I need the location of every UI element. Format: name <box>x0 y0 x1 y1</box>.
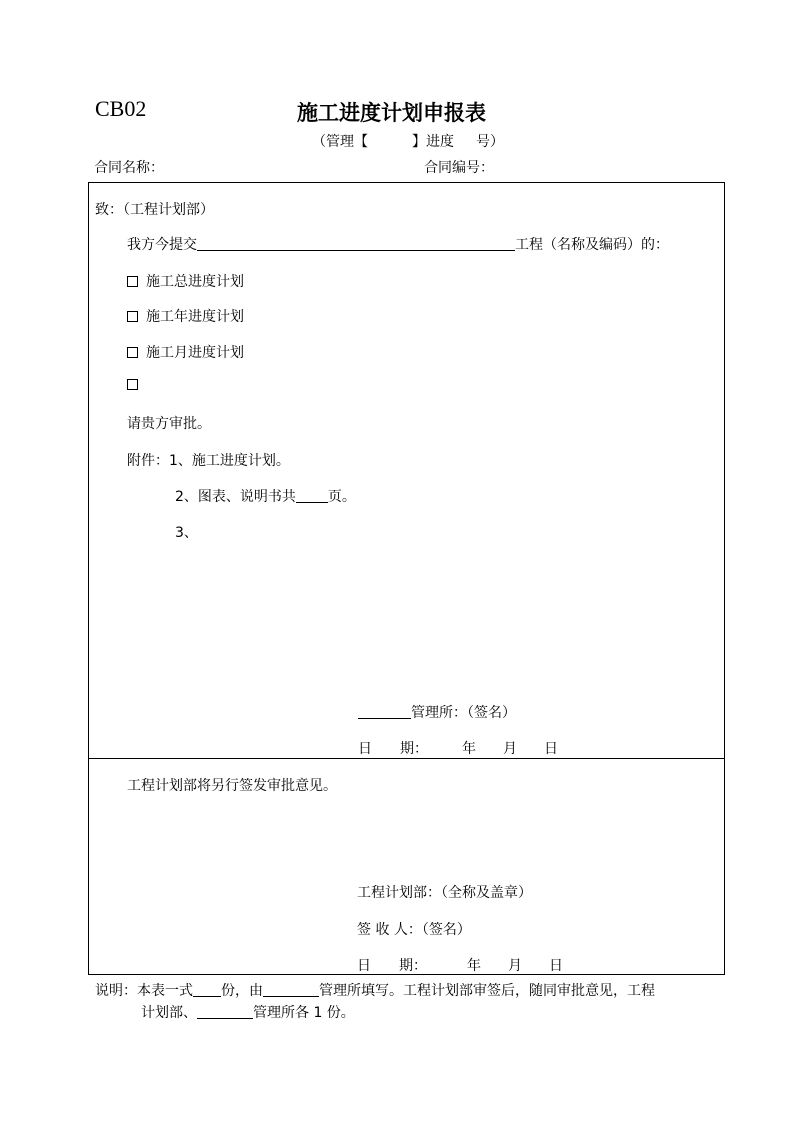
management-sign-line <box>358 702 516 722</box>
management-sign-label: 管理所：（签名） <box>411 705 516 721</box>
option-label: 施工年进度计划 <box>146 309 244 325</box>
addressee-line: 致：（工程计划部） <box>95 202 214 218</box>
project-name-blank[interactable] <box>197 236 515 251</box>
year-label: 年 <box>467 958 481 974</box>
section2-date-line <box>357 955 563 975</box>
footer-note-line1 <box>95 980 655 1000</box>
option-month-plan[interactable] <box>127 342 244 362</box>
submit-line <box>127 234 669 254</box>
footer-text: 管理所各 1 份。 <box>253 1005 355 1021</box>
request-text: 请贵方审批。 <box>127 416 211 432</box>
checkbox-icon[interactable] <box>127 276 138 287</box>
attachment-2-prefix: 2、图表、说明书共 <box>175 489 296 505</box>
month-label: 月 <box>503 741 517 757</box>
submit-suffix: 工程（名称及编码）的： <box>515 237 669 253</box>
option-label: 施工总进度计划 <box>146 274 244 290</box>
date-label: 日 期： <box>358 741 428 757</box>
section1-date-line <box>358 738 558 758</box>
management-blank[interactable] <box>197 1004 253 1019</box>
footer-text: 说明：本表一式 <box>95 983 193 999</box>
form-subtitle <box>312 131 504 151</box>
approval-note: 工程计划部将另行签发审批意见。 <box>127 778 337 794</box>
subtitle-prefix: （管理【 <box>312 134 368 150</box>
receiver-label: 签 收 人：（签名） <box>357 922 471 938</box>
form-frame <box>88 182 725 975</box>
filler-blank[interactable] <box>263 982 319 997</box>
date-label: 日 期： <box>357 958 427 974</box>
day-label: 日 <box>544 741 558 757</box>
footer-text: 计划部、 <box>141 1005 197 1021</box>
attachment-2-suffix: 页。 <box>327 489 356 505</box>
copies-blank[interactable] <box>193 982 221 997</box>
attachment-3: 3、 <box>175 525 198 541</box>
checkbox-icon[interactable] <box>127 379 138 390</box>
footer-text: 份，由 <box>221 983 263 999</box>
checkbox-icon[interactable] <box>127 347 138 358</box>
attachment-1: 附件：1、施工进度计划。 <box>127 453 290 469</box>
planning-dept-label: 工程计划部：（全称及盖章） <box>357 885 532 901</box>
form-code: CB02 <box>95 96 147 121</box>
day-label: 日 <box>549 958 563 974</box>
form-title: 施工进度计划申报表 <box>297 101 486 125</box>
checkbox-icon[interactable] <box>127 311 138 322</box>
contract-no-label: 合同编号： <box>424 160 494 176</box>
year-label: 年 <box>462 741 476 757</box>
subtitle-suffix: 号） <box>476 134 504 150</box>
option-year-plan[interactable] <box>127 306 244 326</box>
subtitle-mid: 】进度 <box>412 134 454 150</box>
footer-text: 管理所填写。工程计划部审签后，随同审批意见，工程 <box>319 983 655 999</box>
month-label: 月 <box>508 958 522 974</box>
page-count-blank[interactable] <box>296 488 328 503</box>
option-total-plan[interactable] <box>127 271 244 291</box>
contract-name-label: 合同名称： <box>94 160 164 176</box>
option-label: 施工月进度计划 <box>146 345 244 361</box>
option-other[interactable] <box>127 377 146 393</box>
attachment-2 <box>175 486 356 506</box>
submit-prefix: 我方今提交 <box>127 237 197 253</box>
section-divider <box>88 758 725 759</box>
management-name-blank[interactable] <box>358 704 411 719</box>
footer-note-line2 <box>141 1002 355 1022</box>
